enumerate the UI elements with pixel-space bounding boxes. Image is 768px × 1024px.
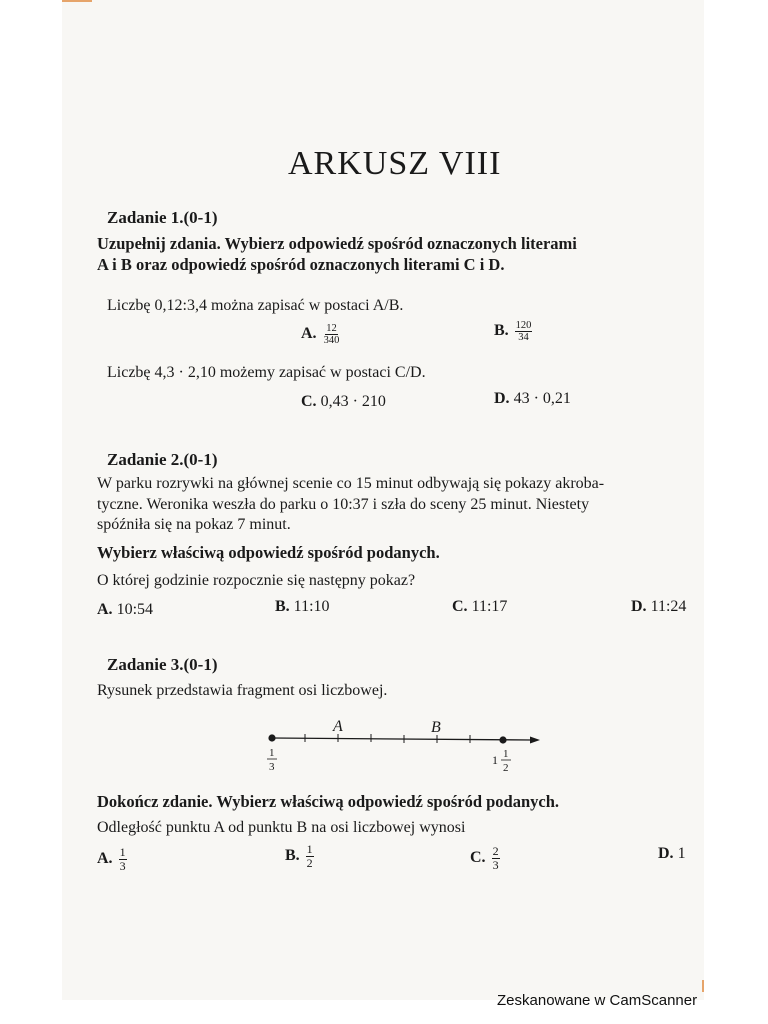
task3-option-b <box>285 843 314 869</box>
task2-option-d <box>631 598 686 616</box>
fraction-numerator: 1 <box>306 842 313 856</box>
task3-option-a <box>97 846 127 872</box>
task1-sentence2: Liczbę 4,3 · 2,10 możemy zapisać w postaci C/D. <box>107 364 426 381</box>
option-value: 10:54 <box>116 601 154 618</box>
axis-arrow <box>530 737 540 744</box>
task3-heading: Zadanie 3.(0-1) <box>107 655 218 674</box>
option-letter: A. <box>97 849 113 867</box>
camscanner-watermark: Zeskanowane w CamScanner <box>497 992 698 1009</box>
task1-instruction-line1: Uzupełnij zdania. Wybierz odpowiedź spośród oznaczonych literami <box>97 234 577 253</box>
option-value: 11:17 <box>471 598 508 615</box>
fraction <box>119 846 127 872</box>
fraction-denominator: 2 <box>306 855 313 870</box>
fraction <box>492 845 500 871</box>
task2-text-line1: W parku rozrywki na głównej scenie co 15 minut odbywają się pokazy akroba- <box>97 475 605 492</box>
task1-option-d <box>494 390 571 408</box>
point-b-label: B <box>431 719 441 736</box>
end-label-whole: 1 <box>492 753 498 767</box>
task3-intro: Rysunek przedstawia fragment osi liczbowej. <box>97 682 388 699</box>
option-value: 11:10 <box>293 598 330 615</box>
option-letter: D. <box>631 598 647 615</box>
task3-instruction: Dokończ zdanie. Wybierz właściwą odpowiedź spośród podanych. <box>97 792 560 811</box>
task1-sentence1: Liczbę 0,12:3,4 można zapisać w postaci A/B. <box>107 297 404 314</box>
axis-line <box>272 738 532 740</box>
axis-point-end <box>499 736 506 743</box>
option-value: 1 <box>677 845 686 862</box>
task2-instruction: Wybierz właściwą odpowiedź spośród podanych. <box>97 543 440 562</box>
fraction-denominator: 340 <box>323 335 340 347</box>
option-value: 11:24 <box>650 598 687 615</box>
task3-option-d <box>658 845 686 863</box>
end-label-numerator: 1 <box>503 748 509 760</box>
task1-option-b <box>494 320 532 343</box>
page-title: ARKUSZ VIII <box>288 145 502 182</box>
point-a-label: A <box>333 718 343 735</box>
number-line <box>250 712 550 780</box>
task2-heading: Zadanie 2.(0-1) <box>107 450 218 469</box>
start-label-numerator: 1 <box>269 747 275 759</box>
fraction-denominator: 3 <box>119 858 126 873</box>
fraction-numerator: 12 <box>326 323 337 334</box>
option-value: 0,43 · 210 <box>320 393 386 410</box>
fraction-numerator: 2 <box>492 844 499 858</box>
option-letter: B. <box>275 598 290 615</box>
task2-question: O której godzinie rozpocznie się następny pokaz? <box>97 572 416 589</box>
option-value: 43 · 0,21 <box>513 390 571 407</box>
option-letter: B. <box>285 846 300 864</box>
task1-instruction-line2: A i B oraz odpowiedź spośród oznaczonych literami C i D. <box>97 255 505 274</box>
axis-point-start <box>268 734 275 741</box>
task2-option-c <box>452 598 507 616</box>
option-letter: A. <box>301 325 317 343</box>
option-letter: B. <box>494 322 509 340</box>
start-label-denominator: 3 <box>269 761 275 773</box>
task2-option-a <box>97 601 153 619</box>
task1-option-a <box>301 323 340 346</box>
fraction-denominator: 34 <box>518 332 529 344</box>
task3-option-c <box>470 845 500 871</box>
fraction <box>515 320 533 343</box>
task2-text-line3: spóźniła się na pokaz 7 minut. <box>97 516 291 533</box>
option-letter: D. <box>658 845 674 862</box>
task2-option-b <box>275 598 330 616</box>
task2-text-line2: tyczne. Weronika weszła do parku o 10:37 i szła do sceny 25 minut. Niestety <box>97 496 590 513</box>
option-letter: C. <box>452 598 468 615</box>
scan-edge-mark-bottom <box>702 980 704 992</box>
fraction-denominator: 3 <box>492 857 499 872</box>
fraction <box>323 323 341 346</box>
option-letter: A. <box>97 601 113 618</box>
task1-heading: Zadanie 1.(0-1) <box>107 208 218 227</box>
option-letter: C. <box>470 848 486 866</box>
option-letter: C. <box>301 393 317 410</box>
task3-question: Odległość punktu A od punktu B na osi liczbowej wynosi <box>97 819 466 836</box>
fraction-numerator: 120 <box>515 320 532 331</box>
fraction-numerator: 1 <box>119 845 126 859</box>
end-label-denominator: 2 <box>503 762 509 774</box>
scan-edge-mark <box>62 0 92 2</box>
option-letter: D. <box>494 390 510 407</box>
task1-option-c <box>301 393 386 411</box>
fraction <box>306 843 314 869</box>
